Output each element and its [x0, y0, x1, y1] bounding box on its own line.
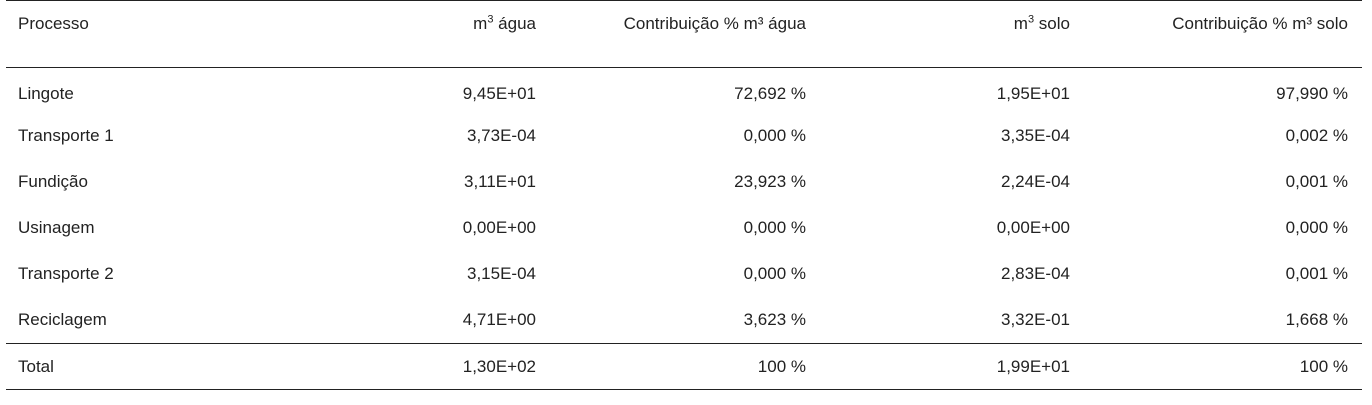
- cell-m3-solo: 2,83E-04: [1001, 264, 1070, 283]
- cell-contrib-agua: 72,692 %: [734, 84, 806, 104]
- total-contrib-agua: 100 %: [554, 344, 820, 390]
- header-processo: Processo: [6, 1, 302, 68]
- header-m3-solo-sup: 3: [1027, 13, 1035, 26]
- total-m3-agua: 1,30E+02: [302, 344, 554, 390]
- cell-processo: Reciclagem: [18, 309, 107, 329]
- header-contrib-agua-text: Contribuição % m³ água: [623, 14, 806, 33]
- cell-m3-solo: 0,00E+00: [996, 218, 1070, 237]
- cell-contrib-solo: 0,000 %: [1285, 218, 1348, 237]
- header-m3-solo: [820, 1, 1084, 68]
- header-contrib-agua: [554, 1, 820, 68]
- cell-contrib-solo: 0,001 %: [1285, 264, 1348, 283]
- cell-contrib-agua: 0,000 %: [743, 264, 806, 283]
- cell-m3-solo: 1,95E+01: [996, 84, 1070, 104]
- header-contrib-solo-text: Contribuição % m³ solo: [1172, 14, 1348, 33]
- cell-processo: Fundição: [18, 172, 88, 191]
- table-row: [6, 114, 1362, 160]
- table-body: [6, 68, 1362, 344]
- header-contrib-solo: [1084, 1, 1362, 68]
- cell-m3-solo: 2,24E-04: [1001, 172, 1070, 191]
- cell-m3-agua: 3,73E-04: [467, 126, 536, 145]
- total-processo: Total: [6, 344, 302, 390]
- table-header: [6, 1, 1362, 68]
- table-row: [6, 252, 1362, 298]
- data-table-container: [6, 0, 1362, 390]
- cell-m3-agua: 3,11E+01: [463, 172, 536, 191]
- process-contribution-table: [6, 0, 1362, 390]
- table-row: [6, 206, 1362, 252]
- table-footer: [6, 344, 1362, 390]
- cell-m3-solo: 3,32E-01: [1001, 309, 1070, 329]
- cell-contrib-agua: 0,000 %: [743, 218, 806, 237]
- total-m3-solo: 1,99E+01: [820, 344, 1084, 390]
- header-m3-solo-base: m: [1013, 14, 1028, 33]
- cell-processo: Lingote: [18, 84, 74, 104]
- cell-contrib-solo: 0,002 %: [1285, 126, 1348, 145]
- cell-m3-agua: 9,45E+01: [462, 84, 536, 104]
- cell-contrib-solo: 0,001 %: [1285, 172, 1348, 191]
- cell-processo: Transporte 2: [18, 264, 114, 283]
- header-m3-agua-rest: água: [493, 14, 536, 33]
- cell-processo: Usinagem: [18, 218, 95, 237]
- cell-m3-solo: 3,35E-04: [1001, 126, 1070, 145]
- cell-contrib-agua: 3,623 %: [743, 309, 806, 329]
- table-row: [6, 298, 1362, 344]
- cell-m3-agua: 0,00E+00: [462, 218, 536, 237]
- cell-processo: Transporte 1: [18, 126, 114, 145]
- cell-m3-agua: 3,15E-04: [467, 264, 536, 283]
- cell-contrib-agua: 23,923 %: [734, 172, 806, 191]
- table-row: [6, 68, 1362, 114]
- header-row: [6, 1, 1362, 68]
- table-row: [6, 160, 1362, 206]
- cell-contrib-solo: 97,990 %: [1276, 84, 1348, 104]
- header-m3-agua-sup: 3: [487, 13, 494, 26]
- cell-m3-agua: 4,71E+00: [462, 309, 536, 329]
- header-m3-agua-base: m: [473, 14, 488, 33]
- cell-contrib-solo: 1,668 %: [1285, 309, 1348, 329]
- header-m3-solo-rest: solo: [1034, 14, 1070, 33]
- total-contrib-solo: 100 %: [1084, 344, 1362, 390]
- total-row: [6, 344, 1362, 390]
- cell-contrib-agua: 0,000 %: [743, 126, 806, 145]
- header-m3-agua: [302, 1, 554, 68]
